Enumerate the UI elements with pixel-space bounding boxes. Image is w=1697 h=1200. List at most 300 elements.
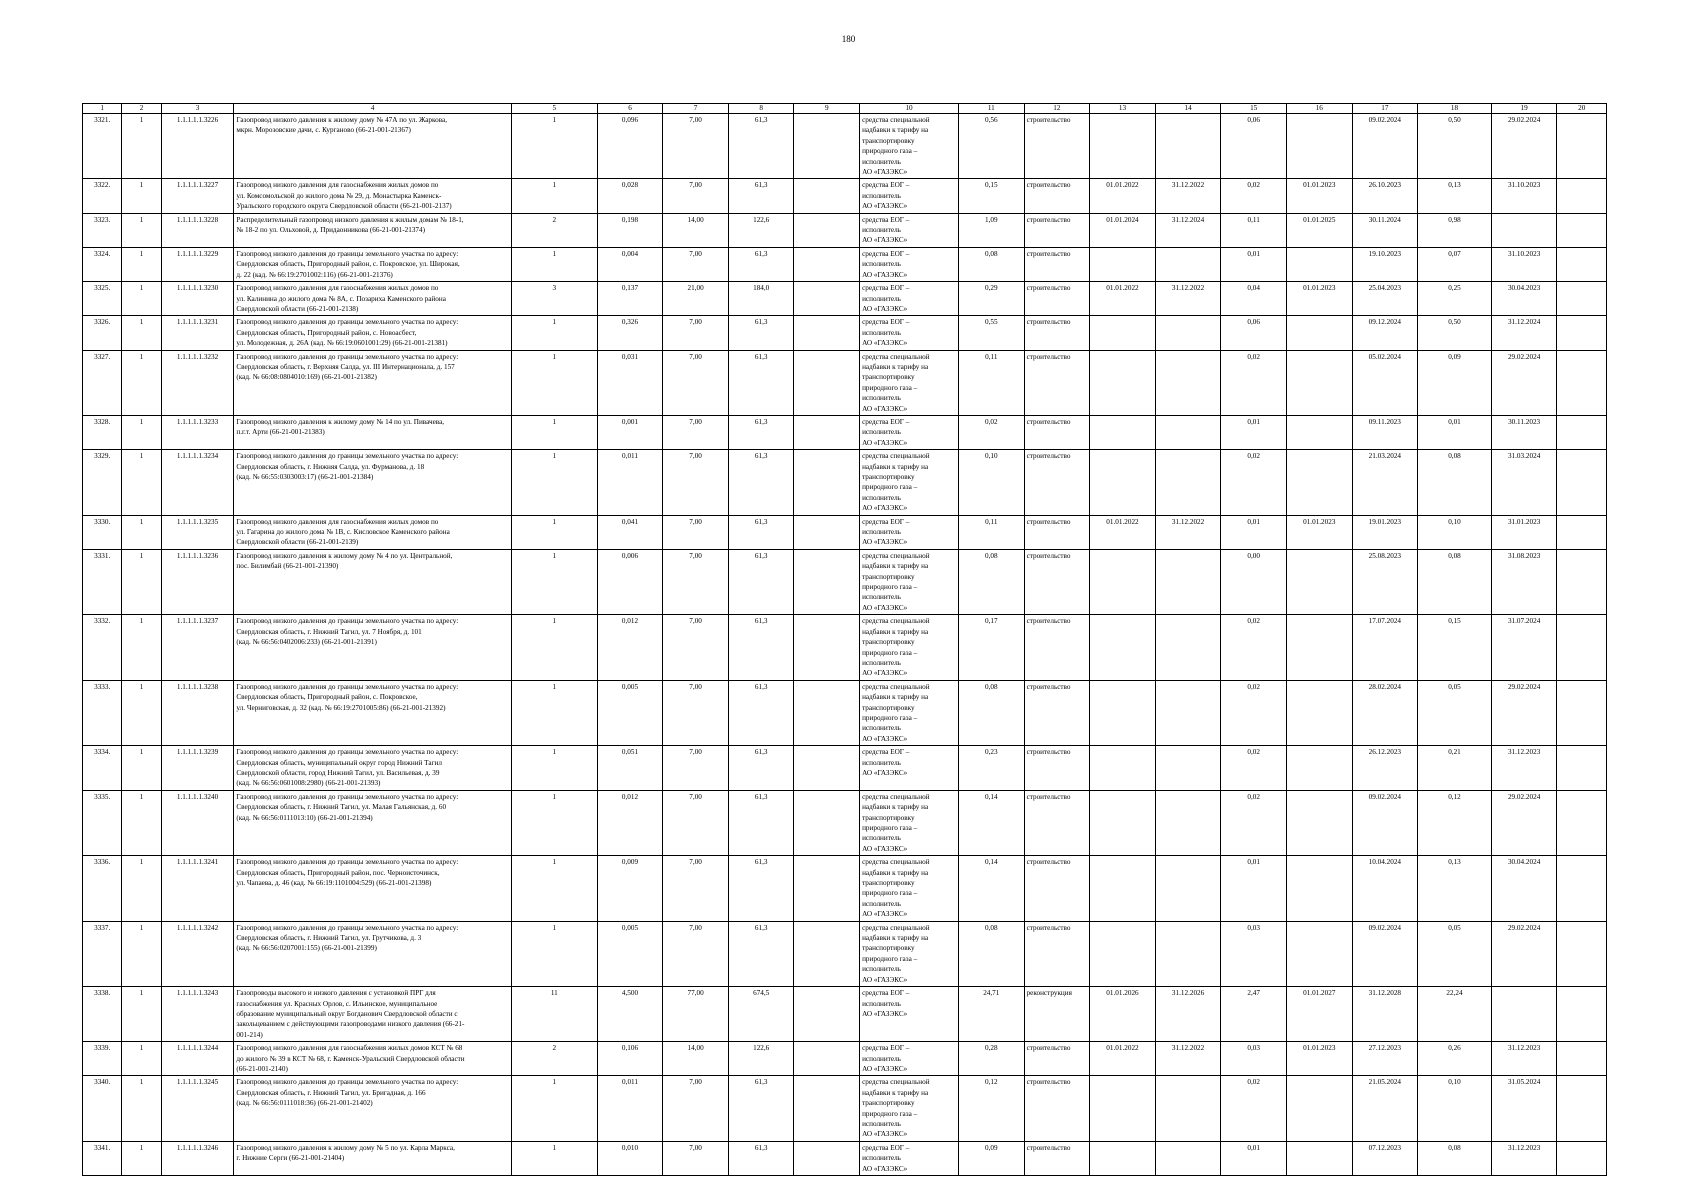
cell-level: 1 — [122, 282, 161, 316]
cell-commission-date: 29.02.2024 — [1491, 680, 1557, 745]
cell-col9 — [794, 746, 860, 791]
cell-row-number: 3341. — [83, 1141, 122, 1175]
cell-quantity: 1 — [511, 856, 597, 921]
cell-funding-source: средства специальной надбавки к тарифу на транспортировку природного газа – исполнитель АО «ГАЗЭКС» — [860, 549, 959, 614]
cell-code: 1.1.1.1.1.3238 — [161, 680, 234, 745]
cell-length: 0,005 — [597, 680, 663, 745]
cell-remaining-cost: 0,08 — [1418, 450, 1492, 515]
cell-share: 2,47 — [1221, 987, 1287, 1042]
cell-start-date: 01.01.2022 — [1090, 515, 1156, 549]
cell-pressure-value: 7,00 — [663, 921, 729, 986]
cell-quantity: 1 — [511, 1076, 597, 1141]
cell-work-type: строительство — [1024, 316, 1090, 350]
table-row — [83, 350, 1607, 415]
cell-funding-source: средства специальной надбавки к тарифу на транспортировку природного газа – исполнитель АО «ГАЗЭКС» — [860, 114, 959, 179]
cell-object-description: Распределительный газопровод низкого давления к жилым домам № 18-1, № 18-2 по ул. Ольховой, д. Придаонникова (66-21-001-21374) — [234, 213, 512, 247]
cell-share: 0,02 — [1221, 746, 1287, 791]
cell-end-date — [1155, 1141, 1221, 1175]
table-row — [83, 615, 1607, 680]
cell-col20 — [1557, 450, 1607, 515]
cell-col9 — [794, 921, 860, 986]
cell-cost: 24,71 — [958, 987, 1024, 1042]
cell-code: 1.1.1.1.1.3243 — [161, 987, 234, 1042]
cell-row-number: 3324. — [83, 247, 122, 281]
cell-commission-date: 29.02.2024 — [1491, 114, 1557, 179]
cell-level: 1 — [122, 987, 161, 1042]
cell-level: 1 — [122, 515, 161, 549]
cell-commission-date: 31.12.2023 — [1491, 746, 1557, 791]
cell-pressure-value: 7,00 — [663, 746, 729, 791]
cell-funding-source: средства ЕОГ – исполнитель АО «ГАЗЭКС» — [860, 1042, 959, 1076]
cell-pressure-value: 7,00 — [663, 615, 729, 680]
cell-end-date — [1155, 746, 1221, 791]
cell-end-date — [1155, 350, 1221, 415]
column-header-13: 13 — [1090, 104, 1156, 114]
cell-work-type: реконструкция — [1024, 987, 1090, 1042]
cell-start-date — [1090, 680, 1156, 745]
cell-object-description: Газопровод низкого давления для газоснабжения жилых домов по ул. Комсомольской до жилого дома № 29, д. Монастырка Каменск- Уральского городского округа Свердловской области (66-21-001-2137) — [234, 179, 512, 213]
cell-remaining-cost: 0,07 — [1418, 247, 1492, 281]
cell-pressure-value: 7,00 — [663, 247, 729, 281]
cell-start-date — [1090, 615, 1156, 680]
cell-level: 1 — [122, 921, 161, 986]
cell-end-date — [1155, 856, 1221, 921]
cell-capacity: 61,3 — [728, 746, 794, 791]
cell-length: 0,010 — [597, 1141, 663, 1175]
cell-share: 0,02 — [1221, 1076, 1287, 1141]
cell-completion-date: 21.03.2024 — [1352, 450, 1418, 515]
cell-col20 — [1557, 790, 1607, 855]
cell-row-number: 3328. — [83, 415, 122, 449]
column-header-3: 3 — [161, 104, 234, 114]
cell-code: 1.1.1.1.1.3241 — [161, 856, 234, 921]
column-header-15: 15 — [1221, 104, 1287, 114]
cell-pressure-value: 7,00 — [663, 515, 729, 549]
cell-completion-date: 09.02.2024 — [1352, 921, 1418, 986]
column-header-4: 4 — [234, 104, 512, 114]
cell-end-date — [1155, 921, 1221, 986]
registry-table — [82, 103, 1607, 1176]
cell-col9 — [794, 415, 860, 449]
cell-object-description: Газопровод низкого давления до границы земельного участка по адресу: Свердловская область, г. Нижний Тагил, ул. Бригадная, д. 166 (кад. № 66:56:0111018:36) (66-21-001-21402) — [234, 1076, 512, 1141]
cell-funding-source: средства специальной надбавки к тарифу на транспортировку природного газа – исполнитель АО «ГАЗЭКС» — [860, 1076, 959, 1141]
cell-object-description: Газопровод низкого давления для газоснабжения жилых домов КСТ № 68 до жилого № 39 в КСТ № 68, г. Каменск-Уральский Свердловской области (66-21-001-2140) — [234, 1042, 512, 1076]
cell-work-type: строительство — [1024, 114, 1090, 179]
cell-level: 1 — [122, 1141, 161, 1175]
cell-level: 1 — [122, 114, 161, 179]
column-header-19: 19 — [1491, 104, 1557, 114]
cell-commission-date: 29.02.2024 — [1491, 350, 1557, 415]
cell-row-number: 3332. — [83, 615, 122, 680]
cell-share: 0,02 — [1221, 179, 1287, 213]
cell-length: 0,012 — [597, 790, 663, 855]
cell-work-type: строительство — [1024, 179, 1090, 213]
cell-quantity: 1 — [511, 515, 597, 549]
cell-funding-source: средства ЕОГ – исполнитель АО «ГАЗЭКС» — [860, 282, 959, 316]
cell-length: 0,001 — [597, 415, 663, 449]
cell-pressure-value: 14,00 — [663, 213, 729, 247]
cell-capacity: 61,3 — [728, 515, 794, 549]
cell-remaining-cost: 0,98 — [1418, 213, 1492, 247]
cell-cost: 0,56 — [958, 114, 1024, 179]
cell-commission-date: 30.04.2024 — [1491, 856, 1557, 921]
cell-cost: 0,12 — [958, 1076, 1024, 1141]
cell-end-date — [1155, 549, 1221, 614]
cell-share: 0,03 — [1221, 921, 1287, 986]
cell-quantity: 1 — [511, 350, 597, 415]
column-header-17: 17 — [1352, 104, 1418, 114]
cell-start-date: 01.01.2026 — [1090, 987, 1156, 1042]
cell-completion-date: 17.07.2024 — [1352, 615, 1418, 680]
cell-work-type: строительство — [1024, 515, 1090, 549]
cell-code: 1.1.1.1.1.3229 — [161, 247, 234, 281]
cell-remaining-cost: 0,08 — [1418, 1141, 1492, 1175]
cell-funding-source: средства ЕОГ – исполнитель АО «ГАЗЭКС» — [860, 987, 959, 1042]
cell-quantity: 1 — [511, 921, 597, 986]
cell-share: 0,01 — [1221, 1141, 1287, 1175]
cell-cost: 0,11 — [958, 350, 1024, 415]
cell-capacity: 61,3 — [728, 450, 794, 515]
cell-commission-date: 31.08.2023 — [1491, 549, 1557, 614]
cell-code: 1.1.1.1.1.3236 — [161, 549, 234, 614]
cell-quantity: 11 — [511, 987, 597, 1042]
cell-cost: 0,17 — [958, 615, 1024, 680]
cell-end-date — [1155, 790, 1221, 855]
cell-length: 0,326 — [597, 316, 663, 350]
cell-remaining-cost: 0,09 — [1418, 350, 1492, 415]
cell-end-date — [1155, 316, 1221, 350]
table-row — [83, 921, 1607, 986]
cell-commission-date — [1491, 987, 1557, 1042]
cell-pressure-value: 7,00 — [663, 114, 729, 179]
column-header-20: 20 — [1557, 104, 1607, 114]
cell-end-date: 31.12.2022 — [1155, 282, 1221, 316]
table-row — [83, 515, 1607, 549]
cell-col20 — [1557, 921, 1607, 986]
cell-col9 — [794, 987, 860, 1042]
column-header-6: 6 — [597, 104, 663, 114]
cell-quantity: 1 — [511, 415, 597, 449]
cell-end-date: 31.12.2022 — [1155, 515, 1221, 549]
cell-level: 1 — [122, 350, 161, 415]
cell-col9 — [794, 213, 860, 247]
cell-level: 1 — [122, 1042, 161, 1076]
cell-work-type: строительство — [1024, 549, 1090, 614]
cell-object-description: Газопровод низкого давления до границы земельного участка по адресу: Свердловская область, г. Нижний Тагил, ул. 7 Ноября, д. 101 (кад. № 66:56:0402006:233) (66-21-001-21391) — [234, 615, 512, 680]
cell-col20 — [1557, 282, 1607, 316]
cell-quantity: 1 — [511, 680, 597, 745]
cell-col20 — [1557, 247, 1607, 281]
cell-row-number: 3327. — [83, 350, 122, 415]
cell-cost: 0,08 — [958, 680, 1024, 745]
cell-commission-date: 30.11.2023 — [1491, 415, 1557, 449]
cell-quantity: 2 — [511, 1042, 597, 1076]
cell-object-description: Газопровод низкого давления для газоснабжения жилых домов по ул. Гагарина до жилого дома № 1В, с. Кисловское Каменского района Свердловской области (66-21-001-2139) — [234, 515, 512, 549]
cell-pressure-value: 7,00 — [663, 316, 729, 350]
cell-completion-date: 21.05.2024 — [1352, 1076, 1418, 1141]
cell-start-date — [1090, 790, 1156, 855]
table-row — [83, 114, 1607, 179]
cell-funding-source: средства ЕОГ – исполнитель АО «ГАЗЭКС» — [860, 1141, 959, 1175]
cell-col20 — [1557, 987, 1607, 1042]
cell-pressure-value: 21,00 — [663, 282, 729, 316]
cell-level: 1 — [122, 1076, 161, 1141]
cell-row-number: 3325. — [83, 282, 122, 316]
table-row — [83, 179, 1607, 213]
column-header-12: 12 — [1024, 104, 1090, 114]
cell-funding-source: средства специальной надбавки к тарифу на транспортировку природного газа – исполнитель АО «ГАЗЭКС» — [860, 615, 959, 680]
column-header-9: 9 — [794, 104, 860, 114]
column-header-10: 10 — [860, 104, 959, 114]
cell-share: 0,03 — [1221, 1042, 1287, 1076]
cell-end-date: 31.12.2026 — [1155, 987, 1221, 1042]
cell-completion-date: 09.02.2024 — [1352, 114, 1418, 179]
cell-completion-date: 19.01.2023 — [1352, 515, 1418, 549]
cell-level: 1 — [122, 856, 161, 921]
cell-col9 — [794, 282, 860, 316]
cell-commission-date: 31.03.2024 — [1491, 450, 1557, 515]
cell-pressure-value: 7,00 — [663, 450, 729, 515]
cell-end-date — [1155, 615, 1221, 680]
cell-col9 — [794, 350, 860, 415]
cell-start-date — [1090, 247, 1156, 281]
cell-share-date — [1286, 790, 1352, 855]
column-header-18: 18 — [1418, 104, 1492, 114]
cell-object-description: Газопровод низкого давления к жилому дому № 5 по ул. Карла Маркса, г. Нижние Серги (66-21-001-21404) — [234, 1141, 512, 1175]
cell-cost: 0,55 — [958, 316, 1024, 350]
cell-work-type: строительство — [1024, 350, 1090, 415]
cell-code: 1.1.1.1.1.3226 — [161, 114, 234, 179]
cell-object-description: Газопровод низкого давления до границы земельного участка по адресу: Свердловская область, Пригородный район, с. Покровское, ул. Широкая, д. 22 (кад. № 66:19:2701002:116) (66-21-001-21376) — [234, 247, 512, 281]
cell-work-type: строительство — [1024, 1076, 1090, 1141]
table-row — [83, 1141, 1607, 1175]
cell-code: 1.1.1.1.1.3228 — [161, 213, 234, 247]
cell-work-type: строительство — [1024, 921, 1090, 986]
cell-share-date — [1286, 247, 1352, 281]
cell-work-type: строительство — [1024, 856, 1090, 921]
cell-share: 0,06 — [1221, 316, 1287, 350]
cell-capacity: 61,3 — [728, 316, 794, 350]
cell-object-description: Газопровод низкого давления до границы земельного участка по адресу: Свердловская область, Пригородный район, пос. Черноисточинск, ул. Чапаева, д. 46 (кад. № 66:19:1101004:529) (66-21-001-21398) — [234, 856, 512, 921]
header-row — [83, 104, 1607, 114]
cell-remaining-cost: 0,15 — [1418, 615, 1492, 680]
cell-share-date — [1286, 316, 1352, 350]
cell-capacity: 61,3 — [728, 680, 794, 745]
cell-code: 1.1.1.1.1.3227 — [161, 179, 234, 213]
cell-start-date — [1090, 415, 1156, 449]
cell-share-date: 01.01.2023 — [1286, 179, 1352, 213]
cell-share-date: 01.01.2023 — [1286, 515, 1352, 549]
column-header-8: 8 — [728, 104, 794, 114]
cell-length: 0,006 — [597, 549, 663, 614]
column-header-1: 1 — [83, 104, 122, 114]
cell-start-date: 01.01.2022 — [1090, 282, 1156, 316]
cell-commission-date: 31.10.2023 — [1491, 247, 1557, 281]
cell-object-description: Газопровод низкого давления до границы земельного участка по адресу: Свердловская область, г. Нижний Тагил, ул. Грутчикова, д. 3 (кад. № 66:56:0207001:155) (66-21-001-21399) — [234, 921, 512, 986]
cell-quantity: 2 — [511, 213, 597, 247]
cell-row-number: 3340. — [83, 1076, 122, 1141]
cell-commission-date: 31.07.2024 — [1491, 615, 1557, 680]
cell-col9 — [794, 1141, 860, 1175]
cell-completion-date: 31.12.2028 — [1352, 987, 1418, 1042]
cell-pressure-value: 7,00 — [663, 1141, 729, 1175]
column-header-2: 2 — [122, 104, 161, 114]
cell-remaining-cost: 0,05 — [1418, 921, 1492, 986]
cell-cost: 0,09 — [958, 1141, 1024, 1175]
cell-col20 — [1557, 1042, 1607, 1076]
cell-cost: 0,23 — [958, 746, 1024, 791]
cell-quantity: 1 — [511, 746, 597, 791]
cell-share: 0,02 — [1221, 680, 1287, 745]
cell-object-description: Газопровод низкого давления до границы земельного участка по адресу: Свердловская область, г. Нижняя Салда, ул. Фурманова, д. 18 (кад. № 66:55:0303003:17) (66-21-001-21384) — [234, 450, 512, 515]
cell-capacity: 674,5 — [728, 987, 794, 1042]
cell-completion-date: 09.02.2024 — [1352, 790, 1418, 855]
cell-commission-date: 30.04.2023 — [1491, 282, 1557, 316]
cell-share-date — [1286, 746, 1352, 791]
table-row — [83, 746, 1607, 791]
cell-completion-date: 28.02.2024 — [1352, 680, 1418, 745]
cell-funding-source: средства ЕОГ – исполнитель АО «ГАЗЭКС» — [860, 179, 959, 213]
cell-commission-date: 31.01.2023 — [1491, 515, 1557, 549]
cell-col20 — [1557, 114, 1607, 179]
cell-completion-date: 30.11.2024 — [1352, 213, 1418, 247]
cell-capacity: 122,6 — [728, 1042, 794, 1076]
cell-capacity: 61,3 — [728, 615, 794, 680]
cell-end-date — [1155, 450, 1221, 515]
cell-col20 — [1557, 179, 1607, 213]
cell-col9 — [794, 680, 860, 745]
cell-funding-source: средства специальной надбавки к тарифу на транспортировку природного газа – исполнитель АО «ГАЗЭКС» — [860, 856, 959, 921]
cell-end-date — [1155, 1076, 1221, 1141]
table-row — [83, 247, 1607, 281]
cell-length: 0,004 — [597, 247, 663, 281]
column-header-16: 16 — [1286, 104, 1352, 114]
cell-share: 0,00 — [1221, 549, 1287, 614]
cell-remaining-cost: 0,08 — [1418, 549, 1492, 614]
cell-length: 0,012 — [597, 615, 663, 680]
cell-funding-source: средства ЕОГ – исполнитель АО «ГАЗЭКС» — [860, 247, 959, 281]
cell-remaining-cost: 0,21 — [1418, 746, 1492, 791]
cell-remaining-cost: 0,50 — [1418, 316, 1492, 350]
cell-object-description: Газопровод низкого давления к жилому дому № 14 по ул. Пивачева, п.г.т. Арти (66-21-001-21383) — [234, 415, 512, 449]
cell-end-date: 31.12.2022 — [1155, 179, 1221, 213]
cell-remaining-cost: 0,26 — [1418, 1042, 1492, 1076]
cell-length: 0,011 — [597, 1076, 663, 1141]
cell-object-description: Газопровод низкого давления до границы земельного участка по адресу: Свердловская область, г. Верхняя Салда, ул. III Интернационала, д. 157 (кад. № 66:08:0804010:169) (66-21-001-21382) — [234, 350, 512, 415]
cell-code: 1.1.1.1.1.3246 — [161, 1141, 234, 1175]
cell-object-description: Газопровод низкого давления для газоснабжения жилых домов по ул. Калинина до жилого дома № 8А, с. Позариха Каменского района Свердловской области (66-21-001-2138) — [234, 282, 512, 316]
cell-share-date — [1286, 549, 1352, 614]
cell-work-type: строительство — [1024, 213, 1090, 247]
cell-work-type: строительство — [1024, 746, 1090, 791]
cell-object-description: Газопровод низкого давления к жилому дому № 47А по ул. Жаркова, мкрн. Морозовские дачи, с. Курганово (66-21-001-21367) — [234, 114, 512, 179]
cell-share-date: 01.01.2025 — [1286, 213, 1352, 247]
cell-row-number: 3323. — [83, 213, 122, 247]
cell-start-date — [1090, 316, 1156, 350]
cell-commission-date: 31.12.2024 — [1491, 316, 1557, 350]
cell-completion-date: 19.10.2023 — [1352, 247, 1418, 281]
cell-capacity: 61,3 — [728, 921, 794, 986]
cell-quantity: 1 — [511, 790, 597, 855]
cell-col9 — [794, 247, 860, 281]
cell-length: 0,028 — [597, 179, 663, 213]
cell-col20 — [1557, 316, 1607, 350]
cell-commission-date: 31.12.2023 — [1491, 1141, 1557, 1175]
cell-quantity: 1 — [511, 450, 597, 515]
cell-end-date — [1155, 247, 1221, 281]
cell-capacity: 61,3 — [728, 856, 794, 921]
cell-code: 1.1.1.1.1.3235 — [161, 515, 234, 549]
cell-completion-date: 25.08.2023 — [1352, 549, 1418, 614]
cell-share-date — [1286, 350, 1352, 415]
cell-start-date — [1090, 1076, 1156, 1141]
cell-pressure-value: 7,00 — [663, 179, 729, 213]
column-header-7: 7 — [663, 104, 729, 114]
cell-completion-date: 09.12.2024 — [1352, 316, 1418, 350]
cell-code: 1.1.1.1.1.3245 — [161, 1076, 234, 1141]
cell-level: 1 — [122, 549, 161, 614]
cell-commission-date: 29.02.2024 — [1491, 921, 1557, 986]
cell-col9 — [794, 450, 860, 515]
cell-share: 0,02 — [1221, 350, 1287, 415]
cell-completion-date: 26.10.2023 — [1352, 179, 1418, 213]
cell-col20 — [1557, 856, 1607, 921]
cell-start-date — [1090, 856, 1156, 921]
cell-cost: 0,08 — [958, 247, 1024, 281]
cell-quantity: 1 — [511, 114, 597, 179]
cell-level: 1 — [122, 316, 161, 350]
cell-pressure-value: 7,00 — [663, 415, 729, 449]
cell-object-description: Газопроводы высокого и низкого давления с установкой ПРГ для газоснабжения ул. Красных Орлов, с. Ильинское, муниципальное образование муниципальный округ Богданович Свердловской области с закольцеванием с действующими газопроводами низкого давления (66-21- 001-214) — [234, 987, 512, 1042]
cell-pressure-value: 14,00 — [663, 1042, 729, 1076]
cell-work-type: строительство — [1024, 282, 1090, 316]
cell-object-description: Газопровод низкого давления до границы земельного участка по адресу: Свердловская область, г. Нижний Тагил, ул. Малая Гальянская, д. 60 (кад. № 66:56:0111013:10) (66-21-001-21394) — [234, 790, 512, 855]
cell-funding-source: средства ЕОГ – исполнитель АО «ГАЗЭКС» — [860, 515, 959, 549]
cell-cost: 0,28 — [958, 1042, 1024, 1076]
cell-cost: 0,02 — [958, 415, 1024, 449]
cell-row-number: 3334. — [83, 746, 122, 791]
cell-remaining-cost: 0,13 — [1418, 856, 1492, 921]
cell-length: 0,137 — [597, 282, 663, 316]
cell-work-type: строительство — [1024, 1042, 1090, 1076]
cell-pressure-value: 7,00 — [663, 790, 729, 855]
cell-length: 0,005 — [597, 921, 663, 986]
cell-share-date — [1286, 1141, 1352, 1175]
cell-completion-date: 09.11.2023 — [1352, 415, 1418, 449]
cell-remaining-cost: 0,01 — [1418, 415, 1492, 449]
cell-pressure-value: 7,00 — [663, 680, 729, 745]
cell-quantity: 1 — [511, 247, 597, 281]
cell-share-date — [1286, 921, 1352, 986]
cell-remaining-cost: 22,24 — [1418, 987, 1492, 1042]
cell-end-date — [1155, 114, 1221, 179]
cell-capacity: 61,3 — [728, 247, 794, 281]
column-header-11: 11 — [958, 104, 1024, 114]
cell-funding-source: средства ЕОГ – исполнитель АО «ГАЗЭКС» — [860, 316, 959, 350]
cell-quantity: 1 — [511, 549, 597, 614]
cell-share-date — [1286, 415, 1352, 449]
cell-object-description: Газопровод низкого давления к жилому дому № 4 по ул. Центральной, пос. Билимбай (66-21-001-21390) — [234, 549, 512, 614]
cell-row-number: 3336. — [83, 856, 122, 921]
cell-level: 1 — [122, 415, 161, 449]
cell-capacity: 61,3 — [728, 1076, 794, 1141]
cell-end-date — [1155, 680, 1221, 745]
cell-row-number: 3333. — [83, 680, 122, 745]
page-number: 180 — [841, 34, 856, 44]
cell-completion-date: 25.04.2023 — [1352, 282, 1418, 316]
cell-col20 — [1557, 615, 1607, 680]
cell-code: 1.1.1.1.1.3232 — [161, 350, 234, 415]
